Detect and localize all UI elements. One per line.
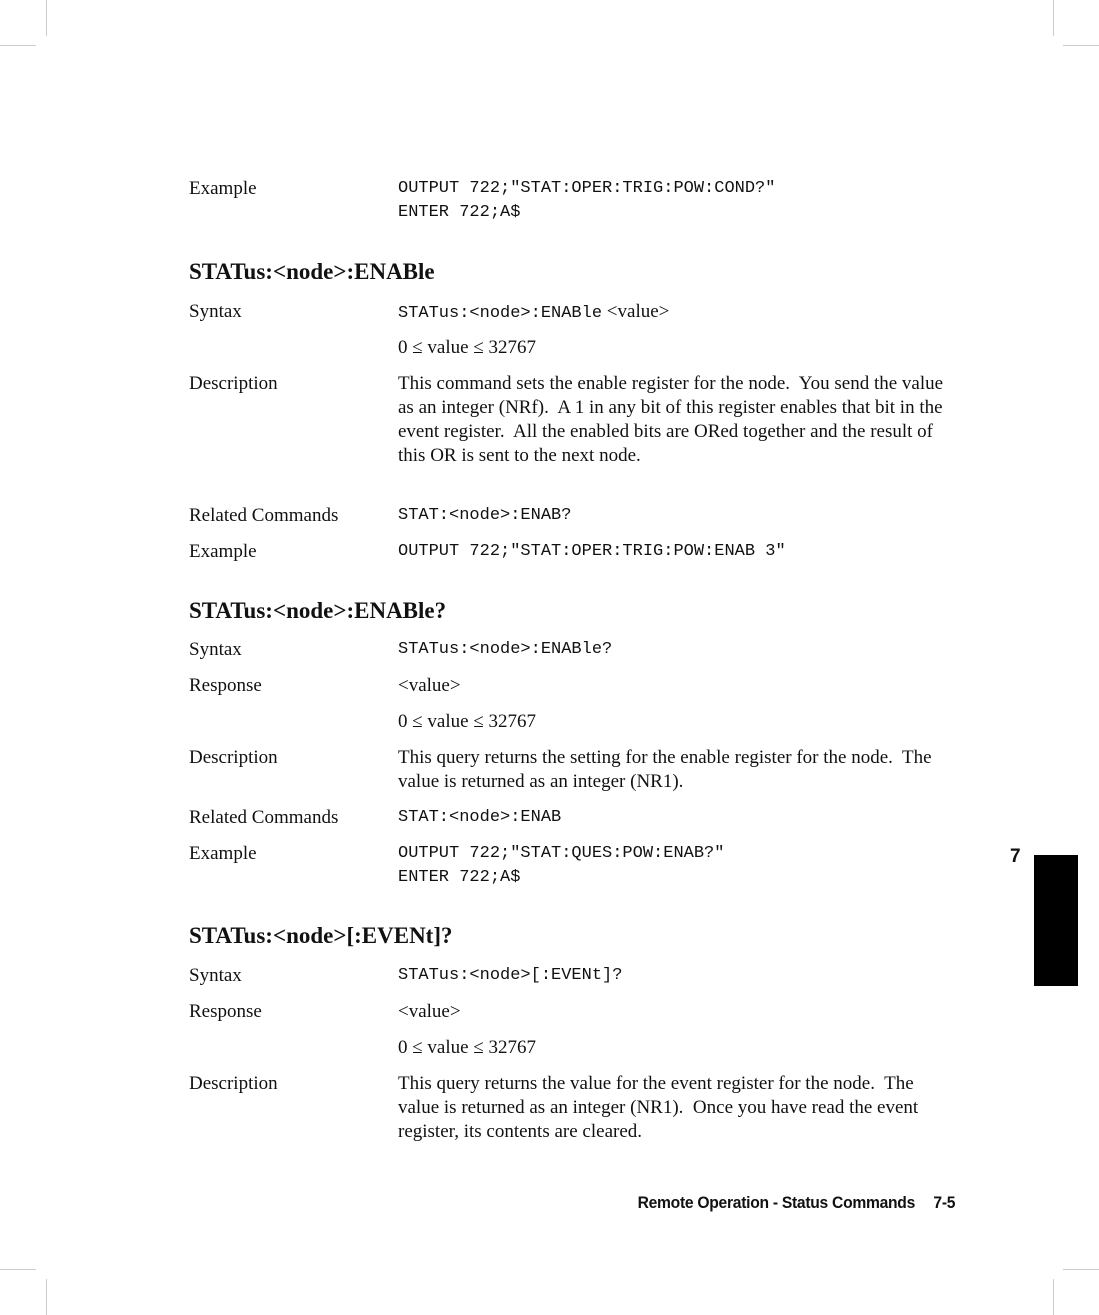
enable-query-response-row — [189, 674, 959, 698]
description-label: Description — [189, 1073, 278, 1094]
response-label: Response — [189, 1001, 262, 1022]
syntax-argument: <value> — [602, 301, 670, 322]
description-text: This query returns the setting for the enable register for the node. The value is returned as an integer (NR1). — [398, 747, 937, 792]
description-label: Description — [189, 373, 278, 394]
enable-range-row — [189, 336, 959, 360]
syntax-command: STATus:<node>:ENABle — [398, 304, 603, 323]
value-range: 0 ≤ value ≤ 32767 — [398, 1037, 537, 1058]
syntax-label: Syntax — [189, 301, 242, 322]
page-footer — [637, 1193, 955, 1213]
example-code — [398, 842, 959, 890]
section-heading-event: STATus:<node>[:EVENt]? — [189, 923, 453, 948]
description-text: This command sets the enable register for the node. You send the value as an integer (NRf). A 1 in any bit of this register enables that bit in the event register. All the enabled bits are ORed together and the result of this OR is sent to the next node. — [398, 373, 948, 466]
event-range-row — [189, 1036, 959, 1060]
crop-mark — [1063, 1269, 1099, 1270]
example-code — [398, 177, 959, 225]
response-label: Response — [189, 675, 262, 696]
crop-mark — [0, 45, 36, 46]
crop-mark — [0, 1269, 36, 1270]
footer-title: Remote Operation - Status Commands — [637, 1193, 915, 1212]
response-value: <value> — [398, 1001, 461, 1022]
related-command: STAT:<node>:ENAB? — [398, 506, 572, 525]
chapter-tab — [1034, 855, 1078, 986]
top-example — [189, 177, 959, 225]
page-number: 7-5 — [933, 1193, 955, 1212]
event-response-row — [189, 1000, 959, 1024]
example-line: OUTPUT 722;"STAT:QUES:POW:ENAB?" — [398, 844, 725, 863]
syntax-label: Syntax — [189, 639, 242, 660]
enable-query-related-row — [189, 806, 959, 830]
response-value: <value> — [398, 675, 461, 696]
example-code: OUTPUT 722;"STAT:OPER:TRIG:POW:ENAB 3" — [398, 542, 786, 561]
example-label: Example — [189, 541, 257, 562]
enable-query-description-row — [189, 746, 959, 794]
section-heading-enable-query: STATus:<node>:ENABle? — [189, 598, 447, 623]
example-label: Example — [189, 178, 257, 199]
syntax-command: STATus:<node>:ENABle? — [398, 640, 613, 659]
syntax-command: STATus:<node>[:EVENt]? — [398, 966, 623, 985]
value-range: 0 ≤ value ≤ 32767 — [398, 337, 537, 358]
description-label: Description — [189, 747, 278, 768]
enable-description-row — [189, 372, 959, 468]
enable-query-syntax-row — [189, 638, 959, 662]
syntax-value — [398, 300, 959, 326]
example-line: ENTER 722;A$ — [398, 868, 521, 887]
crop-mark — [46, 0, 47, 36]
enable-query-example-row — [189, 842, 959, 890]
crop-mark — [46, 1279, 47, 1315]
example-line: OUTPUT 722;"STAT:OPER:TRIG:POW:COND?" — [398, 179, 776, 198]
related-commands-label: Related Commands — [189, 807, 339, 828]
example-line: ENTER 722;A$ — [398, 203, 521, 222]
crop-mark — [1063, 45, 1099, 46]
enable-syntax-row — [189, 300, 959, 326]
enable-related-row — [189, 504, 959, 528]
syntax-label: Syntax — [189, 965, 242, 986]
example-label: Example — [189, 843, 257, 864]
crop-mark — [1053, 1279, 1054, 1315]
section-heading-enable: STATus:<node>:ENABle — [189, 259, 435, 284]
value-range: 0 ≤ value ≤ 32767 — [398, 711, 537, 732]
crop-mark — [1053, 0, 1054, 36]
event-description-row — [189, 1072, 959, 1144]
enable-example-row — [189, 540, 959, 564]
event-syntax-row — [189, 964, 959, 988]
description-text: This query returns the value for the event register for the node. The value is returned as an integer (NR1). Once you have read the event register, its contents are cleared. — [398, 1073, 923, 1142]
related-command: STAT:<node>:ENAB — [398, 808, 562, 827]
related-commands-label: Related Commands — [189, 505, 339, 526]
enable-query-range-row — [189, 710, 959, 734]
chapter-number: 7 — [1010, 846, 1021, 867]
